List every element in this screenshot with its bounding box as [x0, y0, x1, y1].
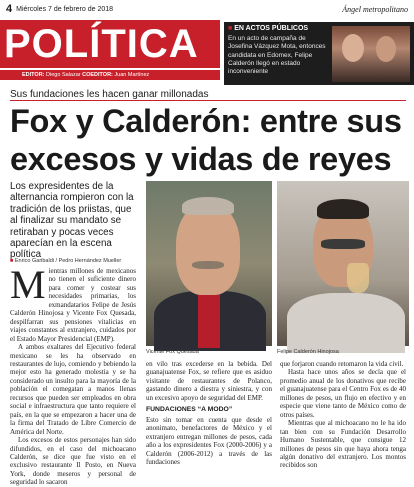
newspaper-name: Ángel metropolitano — [342, 4, 408, 14]
breaking-photo — [332, 26, 410, 82]
article-headline: Fox y Calderón: entre sus excesos y vidas de reyes — [10, 103, 402, 177]
coeditor-label: COEDITOR: — [82, 72, 113, 78]
article-column-2 — [146, 360, 272, 466]
photo-glasses — [321, 239, 365, 249]
article-paragraph — [10, 262, 136, 343]
section-title: POLÍTICA — [0, 20, 220, 68]
article-subhead: FUNDACIONES “A MODO” — [146, 406, 233, 414]
article-byline: ■ Enrico Garibaldi / Pedro Hernández Mueller — [10, 258, 134, 264]
editor-name: Diego Salazar — [46, 72, 81, 78]
article-paragraph: Mientras que al michoacano no le ha ido tan bien con su Fundación Desarrollo Humano Sustentable, que consigue 12 millones de pesos sin que haya ahora tenga algún donativo del extranjero. Los montos recibidos son — [280, 419, 406, 470]
photo-tie — [198, 293, 220, 348]
photo-caption-fox: Vicente Fox Quesada — [146, 349, 199, 355]
section-editors — [0, 70, 220, 80]
publication-date: Miércoles 7 de febrero de 2018 — [16, 5, 114, 13]
breaking-text: En un acto de campaña de Josefina Vázquez Mota, entonces candidata en Edomex, Felipe Calderón llegó en estado inconveniente — [228, 35, 326, 76]
breaking-news-box — [224, 22, 414, 85]
photo-felipe-calderon — [277, 181, 409, 346]
article-deck: Los expresidentes de la alternancia rompieron con la tradición de los priistas, que al finalizar su mandato se retiraban y pocas veces aparecían en la escena política — [10, 181, 134, 261]
photo-mustache — [192, 261, 224, 269]
article-paragraph: A ambos exaltares del Ejecutivo federal mexicano se les ha observado en restaurantes de lujo, comiendo y bebiendo la mejor esto ha generado molestia y se ha considerado un insulto para la mayoría de la población el comegatan a manos llenas recursos que pueden ser empleados en obra social e infraestructura que tanto requiere el país, en la que se empezaron a hacer una de la firma del Tratado de Libre Comercio de América del Norte. — [10, 343, 136, 436]
article-paragraph: Los excesos de estos personajes han sido difundidos, en el caso del michoacano Calderón, se dice que fue visto en el exclusivo restaurante Il Posto, en Nueva York, donde meseros y personal de seguridad lo sacaron — [10, 436, 136, 487]
article-paragraph: Hasta hace unos años se decía que el promedio anual de los donativos que recibe el guanajuatense para el Centro Fox es de 40 millones de pesos, un flujo en efectivo y en especie que viene tanto de México como de otros países. — [280, 368, 406, 419]
coeditor-name: Juan Martínez — [114, 72, 150, 78]
photo-hair — [182, 197, 234, 215]
photo-vicente-fox — [146, 181, 272, 346]
article-paragraph: que forjaron cuando retomaron la vida civil. — [280, 360, 404, 368]
article-paragraph: Esto sin tomar en cuenta que desde el anonimato, benefactores de México y el extranjero entregan millones de pesos, cada año a los expresidentes Fox (2000-2006) y a Calderón (2006-2012) a través de las fundaciones — [146, 415, 272, 466]
breaking-label: ■ EN ACTOS PÚBLICOS — [228, 25, 308, 32]
photo-glass — [347, 263, 369, 293]
photo-hair — [317, 199, 369, 219]
kicker-divider — [10, 100, 406, 101]
drop-cap: M — [10, 262, 46, 307]
editor-label: EDITOR: — [22, 72, 45, 78]
photo-caption-calderon: Felipe Calderón Hinojosa — [277, 349, 339, 355]
page-header — [6, 3, 408, 15]
photo-person-left — [342, 34, 364, 62]
section-title-block — [0, 17, 220, 85]
article-column-1 — [10, 262, 136, 487]
article-kicker: Sus fundaciones les hacen ganar millonadas — [10, 89, 209, 100]
photo-person-right — [376, 36, 396, 62]
paragraph-text: ientras millones de mexicanos no tienen el suficiente dinero para comer y costear sus necesidades primarias, los exmandatarios Felipe de Jesús Calderón Hinojosa y Vicente Fox Quesada, despilfarran sus pensiones vitalicias en viajes constantes al extranjero, cuidados por el Estado Mayor Presidencial (EMP). — [10, 267, 136, 343]
page-number: 4 — [6, 3, 13, 15]
photo-shirt — [287, 293, 405, 353]
article-column-3 — [280, 360, 406, 470]
photo-face — [176, 203, 240, 295]
article-paragraph: en vilo tras excederse en la bebida. Del guanajuatense Fox, se refiere que es asiduo visitante de restaurantes de Polanco, gastando dinero a diestra y siniestra, y con un excesivo apoyo de seguridad del EMP. — [146, 360, 272, 402]
